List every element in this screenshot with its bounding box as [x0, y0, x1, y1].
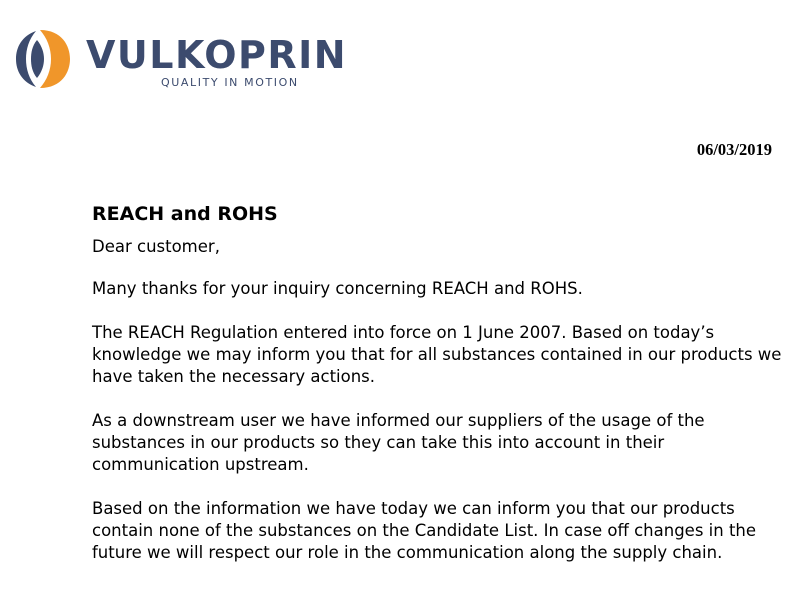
paragraph-downstream-user: As a downstream user we have informed our suppliers of the usage of the substances in our products so they can take this into account in their communication upstream. [92, 411, 705, 474]
letter-date: 06/03/2019 [696, 140, 772, 159]
salutation: Dear customer, [92, 237, 220, 256]
brand-name: VULKOPRIN [86, 33, 348, 77]
letter-body [92, 202, 782, 586]
vulkoprin-logo-mark-icon [14, 28, 70, 90]
paragraph-candidate-list: Based on the information we have today we can inform you that our products contain none of the substances on the Candidate List. In case off changes in the future we will respect our role in the communication along the supply chain. [92, 499, 757, 562]
letter-title: REACH and ROHS [92, 203, 278, 225]
brand-tagline: QUALITY IN MOTION [161, 76, 299, 89]
paragraph-reach-regulation: The REACH Regulation entered into force on 1 June 2007. Based on today’s knowledge we may inform you that for all substances contained in our products we have taken the necessary actions. [92, 323, 782, 386]
paragraph-inquiry: Many thanks for your inquiry concerning REACH and ROHS. [92, 279, 583, 298]
company-logo [14, 28, 348, 94]
